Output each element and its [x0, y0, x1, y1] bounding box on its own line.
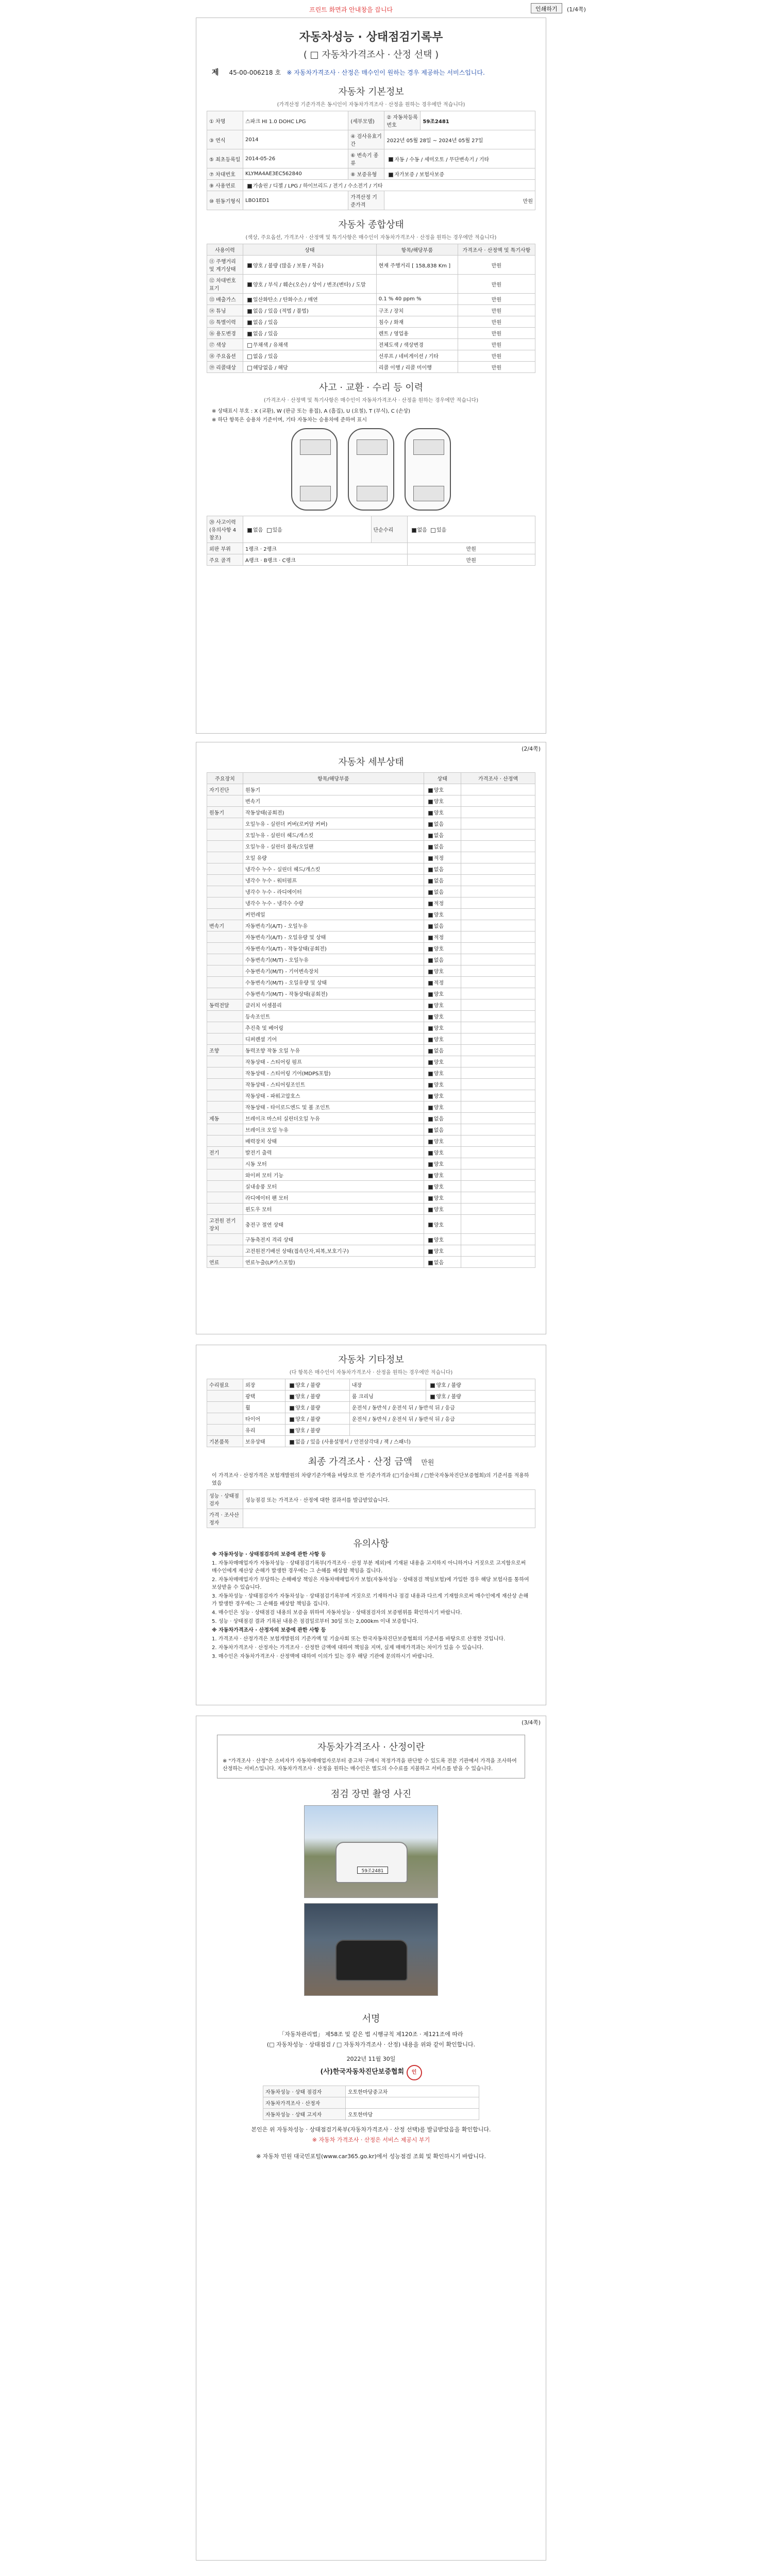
doc-title: 자동차성능 · 상태점검기록부: [299, 31, 443, 44]
detail-row: 작동상태 - 스티어링조인트 양호: [207, 1079, 535, 1090]
doc-number: 제 45-00-006218 호 ※ 자동차가격조사 · 산정은 매수인이 원하는 경우 제공하는 서비스입니다.: [212, 69, 485, 77]
sign-footer3: ※ 자동차 민원 대국민포털(www.car365.go.kr)에서 성능점검 조회 및 확인하시기 바랍니다.: [256, 2153, 486, 2160]
doc-subtitle: ( □ 자동차가격조사 · 산정 선택 ): [303, 49, 439, 60]
final-head: 최종 가격조사 · 산정 금액 만원: [308, 1456, 434, 1467]
detail-row: 전기 발전기 출력 양호: [207, 1147, 535, 1158]
top-bar: [0, 0, 773, 18]
detail-row: 실내송풍 모터 양호: [207, 1181, 535, 1192]
doc-notice: ※ 자동차가격조사 · 산정은 매수인이 원하는 경우 제공하는 서비스입니다.: [287, 69, 485, 76]
basic-info-head: 자동차 기본정보: [338, 87, 404, 97]
detail-row: 고전원 전기장치 충전구 절연 상태 양호: [207, 1215, 535, 1234]
car-frame-view-icon: [348, 428, 394, 511]
detail-row: 구동축전지 격리 상태 양호: [207, 1234, 535, 1245]
car-underbody-view-icon: [405, 428, 451, 511]
detail-row: 수동변속기(M/T) - 기어변속장치 양호: [207, 965, 535, 977]
accident-note: (가격조사 · 산정액 및 특기사항은 매수인이 자동차가격조사 · 산정을 원하는 경우에만 적습니다): [263, 398, 479, 403]
front-photo: [304, 1805, 438, 1898]
detail-table: 주요장치 항목/해당부품 상태 가격조사 · 산정액 자기진단 원동기 양호 변속기 양호 원동기 작동상태(공회전) 양호 오일누유 - 실린더 커버(로커암 커버) 없음 오일누유 - 실린더 헤드/개스킷 없음 오일누유 - 실린더 블록/오일팬 없음 오일 유량 적정 냉각수 누수 - 실린더 헤드/개스킷 없음 냉각수 누수 - 워터펌프 없음 냉각수 누수 - 라디에이터 없음 냉각수 누수 - 냉각수 수량 적정 커먼레일 양호 변속기 자동변속기(A/T) - 오일누유 없음 자동변속기(A/T) - 오일유량 및 상태 적정 자동변속기(A/T) - 작동상태(공회전) 양호 수동변속기(M/T) - 오일누유 없음 수동변속기(M/T) - 기어변속장치 양호 수동변속기(M/T) - 오일유량 및 상태 적정 수동변속기(M/T) - 작동상태(공회전) 양호 동력전달 클러치 어셈블리 양호 등속조인트 양호 추진축 및 베어링 양호 디퍼렌셜 기어 양호 조향 동력조향 작동 오일 누유 없음 작동상태 - 스티어링 펌프 양호 작동상태 - 스티어링 기어(MDPS포함) 양호 작동상태 - 스티어링조인트 양호 작동상태 - 파워고압호스 양호 작동상태 - 타이로드엔드 및 볼 조인트 양호 제동 브레이크 마스터 실린더오일 누유 없음 브레이크 오일 누유 없음 배력장치 상태 양호 전기 발전기 출력 양호 시동 모터 양호 와이퍼 모터 기능 양호 실내송풍 모터 양호 라디에이터 팬 모터 양호 윈도우 모터 양호 고전원 전기장치 충전구 절연 상태 양호 구동축전지 격리 상태 양호 고전원전기배선 상태(접속단자,피복,보호기구) 양호 연료 연료누출(LP가스포함) 없음: [207, 772, 535, 1268]
overall-note: (색상, 주요옵션, 가격조사 · 산정액 및 특기사항은 매수인이 자동차가격조사 · 산정을 원하는 경우에만 적습니다): [245, 235, 497, 241]
detail-head: 자동차 세부상태: [338, 757, 404, 768]
detail-row: 작동상태 - 파워고압호스 양호: [207, 1090, 535, 1101]
detail-row: 작동상태 - 스티어링 기어(MDPS포함) 양호: [207, 1067, 535, 1079]
print-button[interactable]: 인쇄하기: [531, 3, 562, 13]
detail-row: 수동변속기(M/T) - 오일유량 및 상태 적정: [207, 977, 535, 988]
sign-footer: 본인은 위 자동차성능 · 상태점검기록부(자동차가격조사 · 산정 선택)를 발급받았음을 확인합니다.: [251, 2126, 491, 2133]
detail-row: 원동기 작동상태(공회전) 양호: [207, 807, 535, 818]
detail-row: 조향 동력조향 작동 오일 누유 없음: [207, 1045, 535, 1056]
page-3-indicator: (3/4쪽): [522, 1719, 541, 1726]
detail-row: 자동변속기(A/T) - 작동상태(공회전) 양호: [207, 943, 535, 954]
sign-head: 서명: [362, 2013, 380, 2024]
sign-table: 자동차성능 · 상태 점검자 오토한마당중고차 자동차가격조사 · 산정자 자동차성능 · 상태 고지자 오토한마당: [263, 2086, 479, 2120]
detail-row: 냉각수 누수 - 냉각수 수량 적정: [207, 897, 535, 909]
detail-row: 와이퍼 모터 기능 양호: [207, 1170, 535, 1181]
detail-row: 자동변속기(A/T) - 오일유량 및 상태 적정: [207, 931, 535, 943]
others-head: 자동차 기타정보: [338, 1354, 404, 1365]
sign-org: (사)한국자동차진단보증협회 인: [196, 2065, 546, 2080]
final-table: 성능 · 상태점검자 성능점검 또는 가격조사 · 산정에 대한 결과서를 발급받았습니다. 가격 · 조사산정자: [207, 1489, 535, 1528]
detail-row: 윈도우 모터 양호: [207, 1204, 535, 1215]
detail-row: 냉각수 누수 - 실린더 헤드/개스킷 없음: [207, 863, 535, 875]
detail-row: 자기진단 원동기 양호: [207, 784, 535, 795]
page-3: [196, 1345, 546, 1705]
detail-row: 시동 모터 양호: [207, 1158, 535, 1170]
car-top-view-icon: [291, 428, 338, 511]
sign-law: 「자동차관리법」 제58조 및 같은 법 시행규칙 제120조 · 제121조에 따라: [279, 2031, 463, 2038]
detail-row: 오일누유 - 실린더 헤드/개스킷 없음: [207, 829, 535, 841]
notice-text: 프린트 화면과 안내창을 끕니다: [309, 6, 393, 13]
page-4: [196, 1716, 546, 2561]
accident-legend2: ※ 하단 항목은 승용차 기준이며, 기타 자동차는 승용차에 준하여 표시: [212, 417, 367, 423]
detail-row: 변속기 양호: [207, 795, 535, 807]
accident-legend: ※ 상태표시 부호 : X (교환), W (판금 또는 용접), A (흠집), U (요철), T (부식), C (손상): [212, 409, 411, 414]
detail-row: 추진축 및 베어링 양호: [207, 1022, 535, 1033]
detail-row: 수동변속기(M/T) - 오일누유 없음: [207, 954, 535, 965]
detail-row: 커먼레일 양호: [207, 909, 535, 920]
caution-head: 유의사항: [353, 1538, 389, 1549]
car-front-icon: 59조2481: [335, 1842, 408, 1883]
detail-row: 라디에이터 팬 모터 양호: [207, 1192, 535, 1204]
detail-row: 제동 브레이크 마스터 실린더오일 누유 없음: [207, 1113, 535, 1124]
overall-head: 자동차 종합상태: [338, 219, 404, 230]
detail-row: 디퍼렌셜 기어 양호: [207, 1033, 535, 1045]
overall-table: 사용이력 상태 항목/해당부품 가격조사 · 산정액 및 특기사항 ⑪ 주행거리 및 계기상태 양호 / 불량 (많음 / 보통 / 적음) 현재 주행거리 [ 158,838 Km ] 만원 ⑫ 차대번호 표기 양호 / 부식 / 훼손(오손) / 상이 / 변조(변타) / 도말 만원 ⑬ 배출가스 일산화탄소 / 탄화수소 / 매연 0.1 % 40 ppm % 만원 ⑭ 튜닝 없음 / 있음 (적법 / 불법) 구조 / 장치 만원 ⑮ 특별이력 없음 / 있음 침수 / 화재 만원 ⑯ 용도변경 없음 / 있음 렌트 / 영업용 만원 ⑰ 색상 무채색 / 유채색 전체도색 / 색상변경 만원 ⑱ 주요옵션 없음 / 있음 선루프 / 네비게이션 / 기타 만원 ⑲ 리콜대상 해당없음 / 해당 리콜 이행 / 리콜 미이행 만원: [207, 244, 535, 373]
car-rear-icon: [335, 1940, 408, 1981]
basic-info-table: ① 차명 스파크 HI 1.0 DOHC LPG (세부모델) ② 자동차등록번호 59조2481 ③ 연식 2014 ④ 검사유효기간 2022년 05월 28일 ~ 2024년 05월 27일 ⑤ 최초등록일 2014-05-26 ⑥ 변속기 종류 자동 / 수동 / 세미오토 / 무단변속기 / 기타 ⑦ 차대번호 KLYMA4AE3EC562840 ⑧ 보증유형 자가보증 / 보험사보증 ⑨ 사용연료 가솔린 / 디젤 / LPG / 하이브리드 / 전기 / 수소전기 / 기타 ⑩ 원동기형식 LBO1ED1 가격산정 기준가격 만원: [207, 111, 535, 210]
detail-row: 브레이크 오일 누유 없음: [207, 1124, 535, 1136]
page-indicator: (1/4쪽): [567, 6, 586, 13]
price-info-box: 자동차가격조사 · 산정이란 ※ "가격조사 · 산정"은 소비자가 자동차매매업자로부터 중고차 구매시 적정가격을 판단할 수 있도록 전문 기관에서 가격을 조사하여 산정하는 서비스입니다. 자동차가격조사 · 산정을 원하는 매수인은 별도의 수수료를 지불하고 서비스를 받을 수 있습니다.: [217, 1735, 525, 1778]
basic-info-note: (가격산정 기준가격은 동시인이 자동차가격조사 · 산정을 원하는 경우에만 적습니다): [277, 102, 465, 108]
detail-row: 냉각수 누수 - 라디에이터 없음: [207, 886, 535, 897]
final-notice: 이 가격조사 · 산정가격은 보험개발원의 차량기준가액을 바탕으로 한 기준가격과 (□기술사회 / □한국자동차진단보증협회)의 기준서를 적용하였음: [212, 1473, 529, 1486]
sign-law2: (□ 자동차성능 · 상태점검 / □ 자동차가격조사 · 산정) 내용을 위와 같이 확인합니다.: [266, 2041, 476, 2048]
detail-row: 동력전달 클러치 어셈블리 양호: [207, 999, 535, 1011]
detail-row: 배력장치 상태 양호: [207, 1136, 535, 1147]
page-1: [196, 18, 546, 734]
detail-row: 수동변속기(M/T) - 작동상태(공회전) 양호: [207, 988, 535, 999]
detail-row: 오일누유 - 실린더 블록/오일팬 없음: [207, 841, 535, 852]
detail-row: 오일누유 - 실린더 커버(로커암 커버) 없음: [207, 818, 535, 829]
detail-row: 오일 유량 적정: [207, 852, 535, 863]
others-note: (다 항목은 매수인이 자동차가격조사 · 산정을 원하는 경우에만 적습니다): [289, 1370, 453, 1376]
caution-notes: ※ 자동차성능 · 상태점검자의 보증에 관한 사항 등 1. 자동차매매업자가 자동차성능 · 상태점검기록부(가격조사 · 산정 부분 제외)에 기재된 내용을 고지하지 아니하거나 거짓으로 고지함으로써 매수인에게 재산상 손해가 발생한 경우에는 그 손해를 배상할 책임을 집니다. 2. 자동차매매업자가 부담하는 손해배상 책임은 자동차매매업자가 보험(자동차성능 · 상태점검 책임보험)에 가입한 경우 해당 보험사를 통하여 보상받을 수 있습니다. 3. 자동차성능 · 상태점검자가 자동차성능 · 상태점검기록부에 거짓으로 기재하거나 점검 내용과 다르게 기재함으로써 매수인에게 재산상 손해가 발생한 경우에는 그 손해를 배상할 책임을 집니다. 4. 매수인은 성능 · 상태점검 내용의 보증을 위하여 자동차성능 · 상태점검자의 보증범위를 확인하시기 바랍니다. 5. 성능 · 상태점검 결과 기록된 내용은 점검일로부터 30일 또는 2,000km 이내 보증합니다. ※ 자동차가격조사 · 산정자의 보증에 관한 사항 등 1. 가격조사 · 산정가격은 보험개발원의 기준가액 및 기술사회 또는 한국자동차진단보증협회의 기준서를 바탕으로 산정한 것입니다. 2. 자동차가격조사 · 산정자는 가격조사 · 산정한 금액에 대하여 책임을 지며, 실제 매매가격과는 차이가 있을 수 있습니다. 3. 매수인은 자동차가격조사 · 산정액에 대하여 이의가 있는 경우 해당 기관에 문의하시기 바랍니다.: [212, 1552, 529, 1659]
sign-date: 2022년 11월 30일: [346, 2056, 396, 2062]
detail-row: 작동상태 - 스티어링 펌프 양호: [207, 1056, 535, 1067]
detail-row: 고전원전기배선 상태(접속단자,피복,보호기구) 양호: [207, 1245, 535, 1257]
detail-row: 냉각수 누수 - 워터펌프 없음: [207, 875, 535, 886]
sign-footer2: ※ 자동차 가격조사 · 산정은 서비스 제공시 부기: [312, 2137, 430, 2143]
others-table: 수리필요 외장 양호 / 불량 내장 양호 / 불량 광택 양호 / 불량 룸 크리닝 양호 / 불량 휠 양호 / 불량 운전석 / 동반석 / 운전석 뒤 / 동반석 뒤 / 응급 타이어 양호 / 불량 운전석 / 동반석 / 운전석 뒤 / 동반석 뒤 / 응급 유리 양호 / 불량 기본품목 보유상태 없음 / 있음 (사용설명서 / 안전삼각대 / 잭 / 스패너): [207, 1379, 535, 1447]
detail-row: 작동상태 - 타이로드엔드 및 볼 조인트 양호: [207, 1101, 535, 1113]
accident-head: 사고 · 교환 · 수리 등 이력: [318, 382, 424, 393]
detail-row: 연료 연료누출(LP가스포함) 없음: [207, 1257, 535, 1268]
rear-photo: [304, 1903, 438, 1996]
detail-row: 변속기 자동변속기(A/T) - 오일누유 없음: [207, 920, 535, 931]
car-diagram: [196, 428, 546, 511]
photo-head: 점검 장면 촬영 사진: [330, 1789, 412, 1800]
page-2: [196, 742, 546, 1334]
detail-row: 등속조인트 양호: [207, 1011, 535, 1022]
page-2-indicator: (2/4쪽): [522, 745, 541, 752]
accident-table: ⑳ 사고이력(유의사항 4 참조) 없음 있음 단순수리 없음 있음 외판 부위 1랭크 · 2랭크 만원 주요 골격 A랭크 · B랭크 · C랭크 만원: [207, 516, 535, 566]
